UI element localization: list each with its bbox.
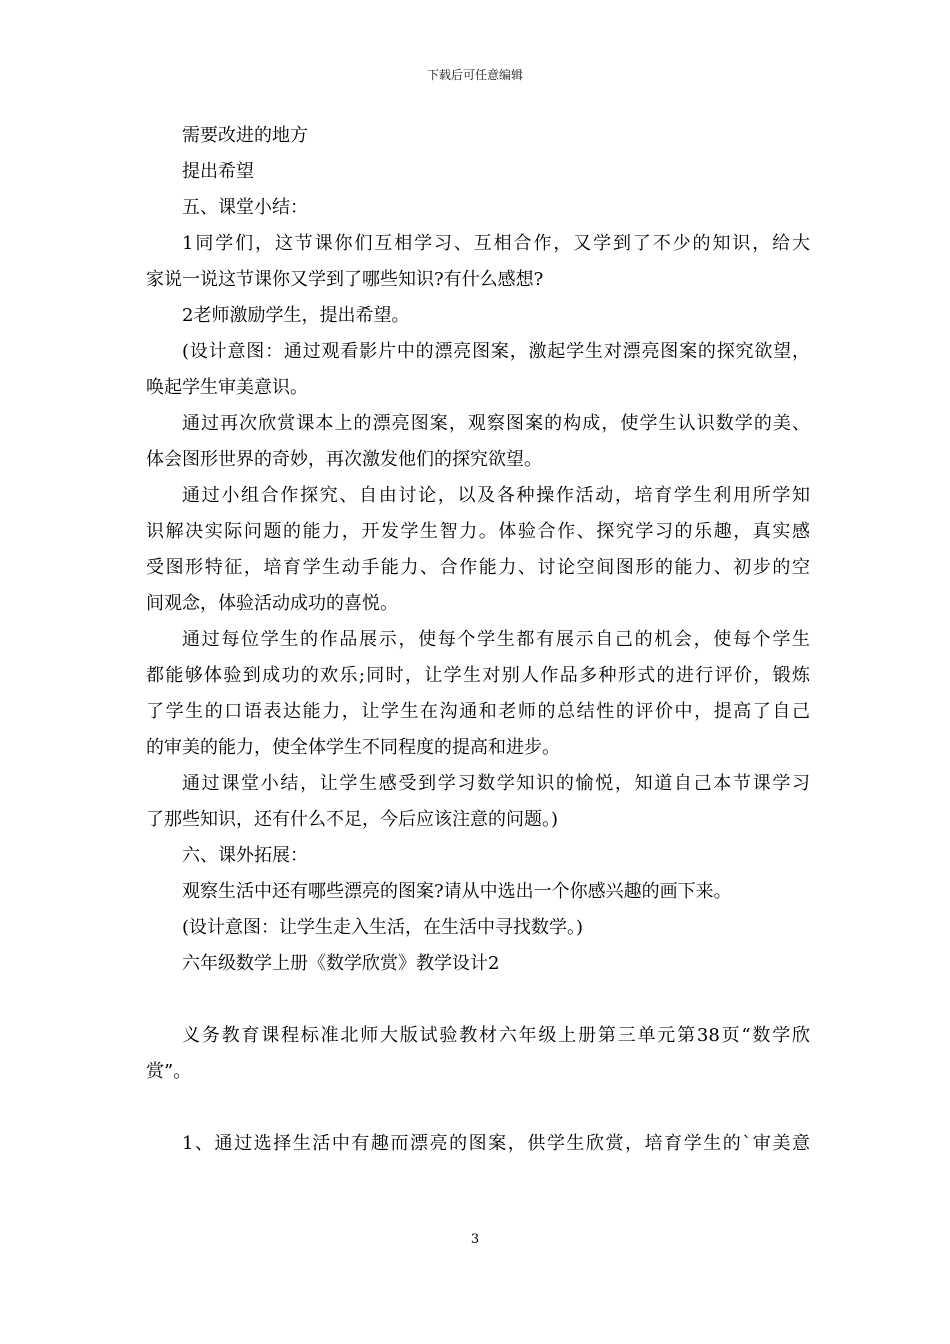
text-line: 了那些知识，还有什么不足，今后应该注意的问题。) bbox=[146, 809, 559, 830]
text-line: 家说一说这节课你又学到了哪些知识?有什么感想? bbox=[146, 269, 544, 290]
text-line: 通过课堂小结，让学生感受到学习数学知识的愉悦，知道自己本节课学习 bbox=[182, 773, 810, 794]
text-line: 提出希望 bbox=[182, 161, 254, 182]
text-line: 1、通过选择生活中有趣而漂亮的图案，供学生欣赏，培育学生的`审美意 bbox=[182, 1133, 810, 1154]
text-line: (设计意图：让学生走入生活，在生活中寻找数学。) bbox=[182, 917, 584, 938]
text-line: 1同学们，这节课你们互相学习、互相合作，又学到了不少的知识，给大 bbox=[182, 233, 810, 254]
text-line: 通过小组合作探究、自由讨论，以及各种操作活动，培育学生利用所学知 bbox=[182, 485, 810, 506]
text-line: 了学生的口语表达能力，让学生在沟通和老师的总结性的评价中，提高了自己 bbox=[146, 701, 810, 722]
text-line: 识解决实际问题的能力，开发学生智力。体验合作、探究学习的乐趣，真实感 bbox=[146, 521, 810, 542]
section-heading: 六、课外拓展： bbox=[182, 845, 308, 866]
text-line: 体会图形世界的奇妙，再次激发他们的探究欲望。 bbox=[146, 449, 542, 470]
text-line: 间观念，体验活动成功的喜悦。 bbox=[146, 593, 398, 614]
text-line: 的审美的能力，使全体学生不同程度的提高和进步。 bbox=[146, 737, 560, 758]
text-line: 唤起学生审美意识。 bbox=[146, 377, 308, 398]
text-line: (设计意图：通过观看影片中的漂亮图案，激起学生对漂亮图案的探究欲望， bbox=[182, 341, 810, 362]
text-line: 赏”。 bbox=[146, 1061, 192, 1082]
document-body bbox=[146, 118, 810, 1162]
blank-line bbox=[146, 982, 810, 1018]
document-title: 六年级数学上册《数学欣赏》教学设计2 bbox=[182, 953, 500, 974]
text-line: 受图形特征，培育学生动手能力、合作能力、讨论空间图形的能力、初步的空 bbox=[146, 557, 810, 578]
text-line: 义务教育课程标准北师大版试验教材六年级上册第三单元第38页“数学欣 bbox=[182, 1025, 810, 1046]
text-line: 2老师激励学生，提出希望。 bbox=[182, 305, 410, 326]
text-line: 通过每位学生的作品展示，使每个学生都有展示自己的机会，使每个学生 bbox=[182, 629, 810, 650]
blank-line bbox=[146, 1090, 810, 1126]
section-heading: 五、课堂小结： bbox=[182, 197, 308, 218]
text-line: 观察生活中还有哪些漂亮的图案?请从中选出一个你感兴趣的画下来。 bbox=[182, 881, 732, 902]
text-line: 通过再次欣赏课本上的漂亮图案，观察图案的构成，使学生认识数学的美、 bbox=[182, 413, 810, 434]
page-header: 下载后可任意编辑 bbox=[426, 68, 523, 82]
text-line: 需要改进的地方 bbox=[182, 125, 308, 146]
page-number: 3 bbox=[470, 1232, 480, 1247]
text-line: 都能够体验到成功的欢乐;同时，让学生对别人作品多种形式的进行评价，锻炼 bbox=[146, 665, 810, 686]
